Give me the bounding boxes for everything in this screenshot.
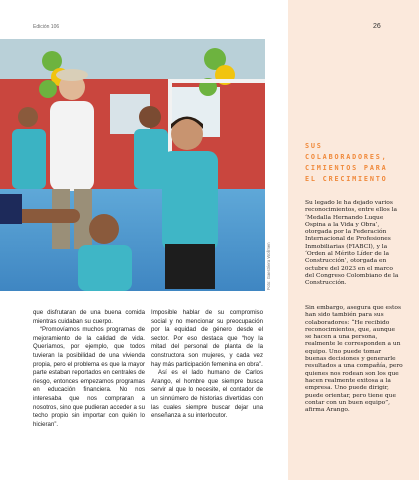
photo-illustration (0, 39, 265, 291)
page-number: 26 (373, 23, 381, 30)
paragraph: que disfrutaran de una buena comida mientras cuidaban su cuerpo. (33, 309, 145, 325)
photo-credit: Foto: Gaestriera Wollmen (266, 242, 271, 290)
paragraph: Así es el lado humano de Carlos Arango, el hombre que siempre busca servir al que lo necesite, el contador de un sinnúmero de historias divertidas con las cuales siempre buscar dejar una enseñanza a su interlocutor. (151, 369, 263, 420)
paragraph: Imposible hablar de su compromiso social y no mencionar su preocupación por la equidad de género desde el sector. Por eso destaca que “hoy la mitad del personal de planta de la constructora son mujeres, y cada vez hay más participación femenina en obra”. (151, 309, 263, 368)
article-column-1 (33, 309, 145, 429)
sidebar-title: SUS COLABORADORES, CIMIENTOS PARA EL CRECIMIENTO (305, 142, 388, 183)
sidebar-paragraph: Su legado le ha dejado varios reconocimientos, entre ellos la ‘Medalla Hernando Luque Ospina a la Vida y Obra’, otorgada por la Federación Internacional de Profesiones Inmobiliarias (FIABCI), y la ‘Orden al Mérito Líder de la Construcción’, otorgada en octubre del 2023 en el marco del Congreso Colombiano de la Construcción. (305, 200, 399, 287)
article-photo (0, 39, 265, 291)
paragraph: “Promovíamos muchos programas de mejoramiento de la calidad de vida. Queríamos, por ejemplo, que todos tuvieran la posibilidad de una vivienda propia, pero el problema es que la mayor parte estaban reportados en centrales de riesgo, entonces empezamos programas en educación financiera. No nos interesaba que nos compraran a nosotros, sino que pudieran acceder a su techo propio sin importar con quién lo hicieran”. (33, 326, 145, 428)
edition-label: Edición 106 (33, 24, 60, 30)
sidebar-paragraph: Sin embargo, asegura que estos han sido también para sus colaboradores: “He recibido reconocimientos, que, aunque se hacen a una persona, realmente le corresponden a un equipo. Uno puede tomar buenas decisiones y generarle resultados a una compañía, pero quienes nos rodean son los que hacen realmente exitosa a la empresa. Uno puede dirigir, puede orientar, pero tiene que contar con un buen equipo”, afirma Arango. (305, 305, 403, 414)
article-column-2 (151, 309, 263, 421)
